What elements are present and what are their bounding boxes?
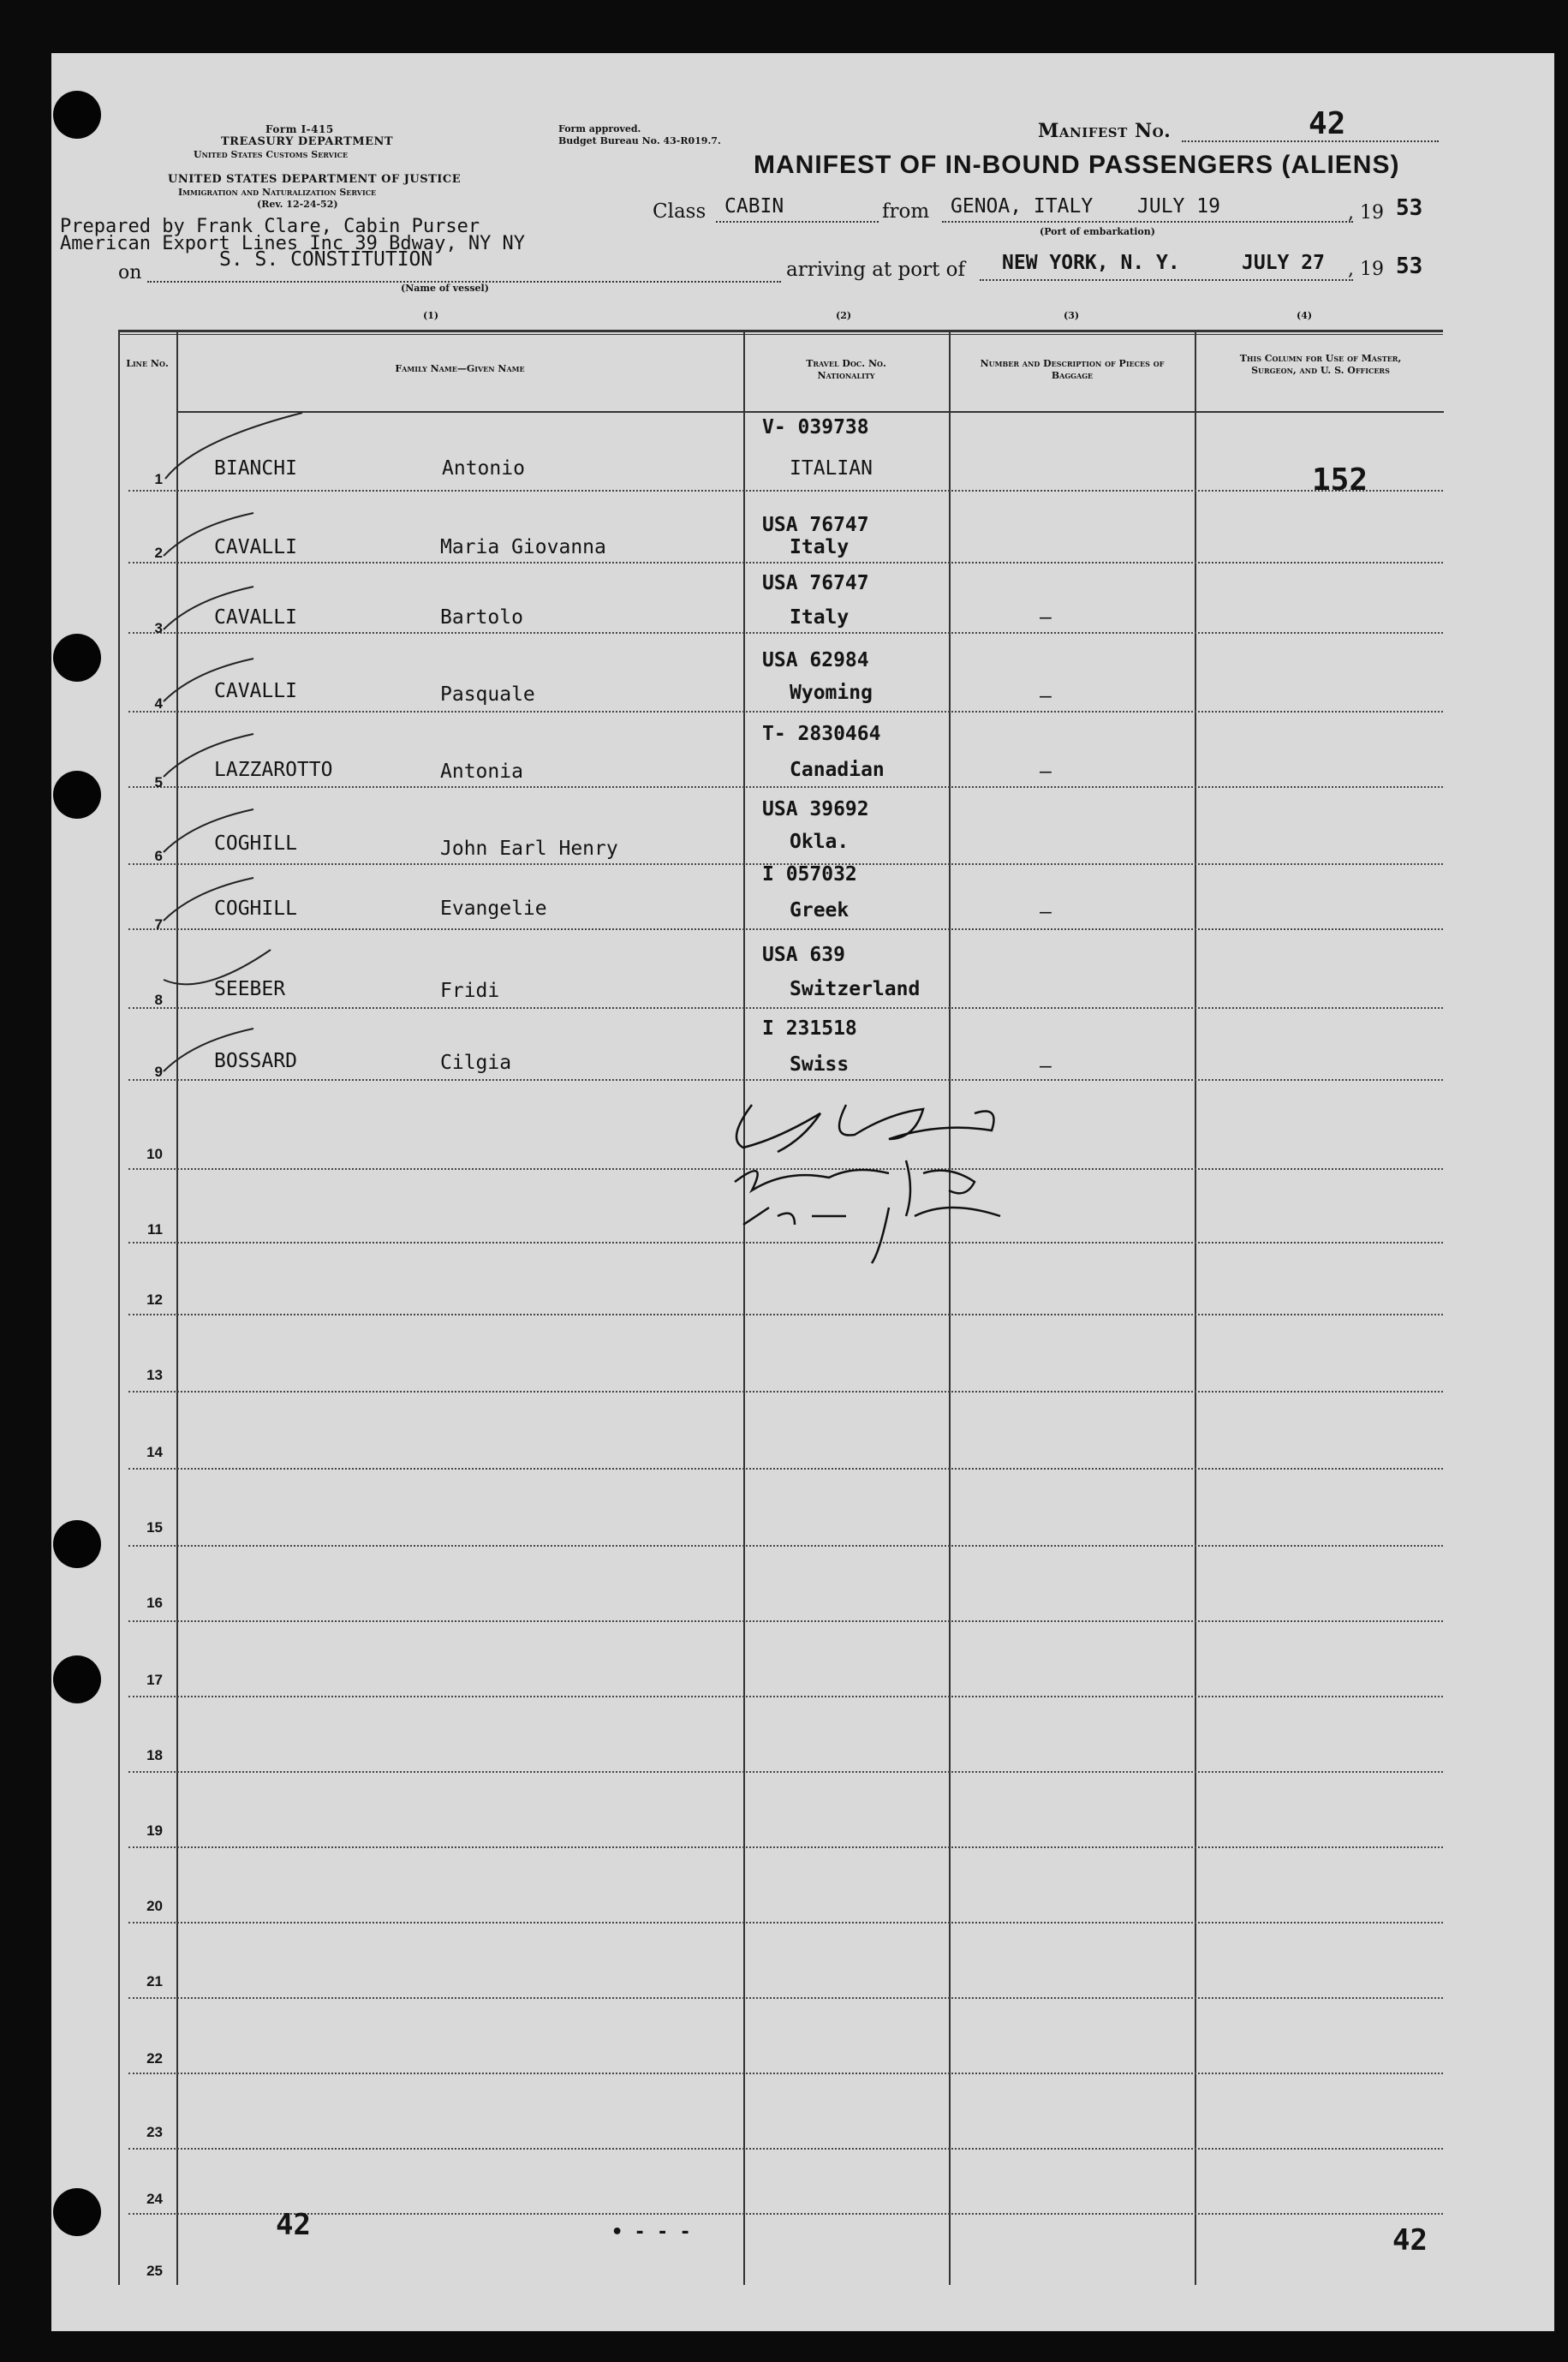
travel-doc-number: I 231518 [762,1017,857,1040]
baggage-description: – [1040,760,1052,783]
line-number: 8 [154,992,163,1008]
header-rule [176,411,1444,413]
col-number-2: (2) [836,310,852,321]
nationality: Greek [790,899,850,922]
col-number-1: (1) [423,310,439,321]
justice-label: UNITED STATES DEPARTMENT OF JUSTICE [168,173,462,186]
nationality: Switzerland [790,978,921,1000]
prepared-by: Prepared by Frank Clare, Cabin Purser [60,216,480,237]
line-number: 23 [146,2124,163,2140]
port-of-embarkation: GENOA, ITALY [951,195,1094,218]
line-number: 17 [146,1672,163,1688]
travel-doc-number: USA 639 [762,944,845,966]
table-top-border [118,330,1443,332]
travel-doc-number: USA 76747 [762,572,869,594]
embark-year-prefix: , 19 [1348,202,1384,224]
embarkation-caption: (Port of embarkation) [1040,226,1155,237]
family-name: CAVALLI [214,606,297,629]
arrival-year: 53 [1396,253,1423,279]
class-value: CABIN [724,195,784,218]
family-name: COGHILL [214,832,297,855]
punch-hole [53,1520,101,1568]
travel-doc-number: USA 62984 [762,649,869,671]
col-header-travel-doc: Travel Doc. No. Nationality [806,358,886,381]
vessel-caption: (Name of vessel) [401,283,489,294]
treasury-label: TREASURY DEPARTMENT [221,135,394,148]
line-number: 24 [146,2191,163,2207]
customs-label: United States Customs Service [194,149,349,160]
vessel-name: S. S. CONSTITUTION [219,248,433,271]
shipping-company: American Export Lines Inc 39 Bdway, NY NY [60,233,526,254]
line-number: 5 [154,774,163,790]
col-header-baggage: Number and Description of Pieces of Baggage [980,358,1165,381]
inspector-signature [718,1088,1077,1276]
line-number: 18 [146,1747,163,1763]
port-of-arrival: NEW YORK, N. Y. [1002,252,1180,274]
given-name: Pasquale [440,683,535,706]
revision-label: (Rev. 12-24-52) [257,199,338,210]
embarkation-date: JULY 19 [1137,195,1220,218]
col-header-officers: This Column for Use of Master, Surgeon, and U. S. Officers [1239,353,1402,376]
table-left-border [118,332,120,2285]
travel-doc-number: USA 76747 [762,514,869,536]
nationality: Wyoming [790,682,873,704]
line-number: 15 [146,1519,163,1536]
punch-hole [53,1655,101,1703]
given-name: Antonio [442,457,525,480]
line-number: 2 [154,545,163,561]
nationality: Okla. [790,831,850,853]
travel-doc-number: V- 039738 [762,416,869,438]
family-name: SEEBER [214,978,286,1000]
line-number: 10 [146,1146,163,1162]
nationality: Italy [790,536,850,558]
given-name: Fridi [440,980,500,1002]
given-name: Bartolo [440,606,523,629]
manifest-no-label: Manifest No. [1038,120,1172,142]
manifest-number: 42 [1309,106,1346,141]
travel-doc-number: USA 39692 [762,798,869,820]
arriving-label: arriving at port of [786,259,965,281]
line-number: 9 [154,1064,163,1080]
baggage-description: – [1040,606,1052,629]
from-label: from [882,200,930,223]
punch-hole [53,771,101,819]
family-name: LAZZAROTTO [214,759,333,781]
given-name: Antonia [440,760,523,783]
nationality: Canadian [790,759,885,781]
nationality: Italy [790,606,850,629]
given-name: John Earl Henry [440,838,618,860]
col-header-line-no: Line No. [126,358,169,369]
nationality: Swiss [790,1053,850,1076]
footer-mark: • - - - [611,2222,691,2243]
col-header-name: Family Name—Given Name [395,363,525,374]
class-label: Class [653,200,706,223]
nationality: ITALIAN [790,457,873,480]
col-number-4: (4) [1297,310,1313,321]
given-name: Maria Giovanna [440,536,606,558]
line-number: 19 [146,1822,163,1839]
line-number: 22 [146,2050,163,2067]
line-number: 12 [146,1291,163,1308]
family-name: COGHILL [214,898,297,920]
family-name: CAVALLI [214,680,297,702]
ins-label: Immigration and Naturalization Service [178,187,377,198]
line-number: 13 [146,1367,163,1383]
line-number: 1 [154,471,163,487]
col-number-3: (3) [1064,310,1080,321]
embarkation-year: 53 [1396,195,1423,221]
arrival-date: JULY 27 [1242,252,1325,274]
form-approved: Form approved. [558,123,641,134]
family-name: BOSSARD [214,1050,297,1072]
officer-mark: 152 [1312,462,1368,498]
line-number: 11 [147,1221,163,1238]
travel-doc-number: I 057032 [762,863,857,886]
line-number: 21 [146,1973,163,1989]
line-number: 25 [146,2263,163,2279]
given-name: Cilgia [440,1052,512,1074]
baggage-description: – [1040,901,1052,923]
on-label: on [118,262,142,283]
punch-hole [53,634,101,682]
line-number: 14 [146,1444,163,1460]
page-title: MANIFEST OF IN-BOUND PASSENGERS (ALIENS) [754,151,1400,179]
arrival-year-prefix: , 19 [1348,259,1384,280]
travel-doc-number: T- 2830464 [762,723,881,745]
family-name: BIANCHI [214,457,297,480]
given-name: Evangelie [440,898,547,920]
line-number: 6 [154,848,163,864]
punch-hole [53,2188,101,2236]
line-number: 16 [146,1595,163,1611]
budget-bureau: Budget Bureau No. 43-R019.7. [558,135,721,146]
baggage-description: – [1040,1055,1052,1077]
footer-manifest-number-right: 42 [1392,2223,1428,2258]
footer-manifest-number-left: 42 [276,2208,311,2242]
line-number: 3 [154,620,163,636]
family-name: CAVALLI [214,536,297,558]
punch-hole [53,91,101,139]
line-number: 7 [154,916,163,933]
baggage-description: – [1040,685,1052,707]
line-number: 20 [146,1898,163,1914]
line-number: 4 [154,695,163,712]
form-number: Form I-415 [265,123,334,135]
